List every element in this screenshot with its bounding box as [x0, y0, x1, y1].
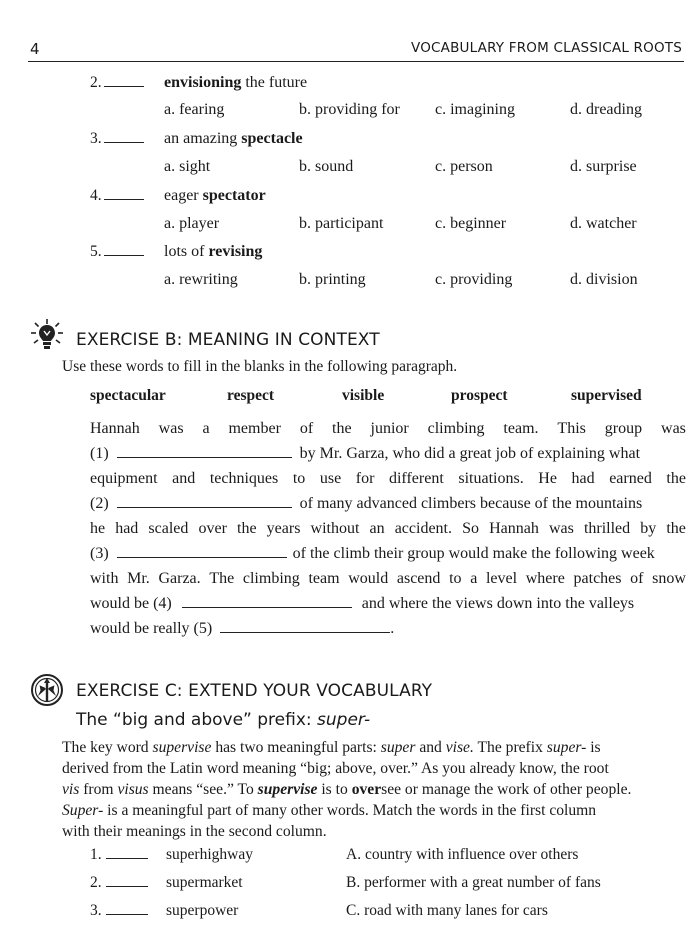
option: c. providing — [435, 271, 513, 288]
option: a. rewriting — [164, 271, 238, 288]
question-stem: an amazing spectacle — [164, 130, 303, 147]
word-bank-item: supervised — [571, 387, 642, 404]
option: d. watcher — [570, 215, 637, 232]
paragraph-line: Hannah was a member of the junior climbing team. This group was — [90, 420, 686, 437]
fill-blank-4[interactable] — [182, 593, 352, 608]
answer-blank[interactable] — [106, 902, 148, 915]
paragraph-line: vis from visus means “see.” To supervise is to oversee or manage the work of other people. — [62, 781, 632, 798]
option: d. division — [570, 271, 638, 288]
option: b. sound — [299, 158, 354, 175]
answer-blank[interactable] — [104, 187, 144, 200]
paragraph-line: (1) by Mr. Garza, who did a great job of explaining what — [90, 445, 641, 462]
exercise-c-paragraph-2 — [62, 800, 692, 842]
word-bank-item: prospect — [451, 387, 508, 404]
fill-blank-3[interactable] — [117, 543, 287, 558]
question-number: 3. — [90, 130, 144, 148]
option: d. surprise — [570, 158, 637, 175]
answer-blank[interactable] — [106, 874, 148, 887]
exercise-c-subtitle: The “big and above” prefix: super- — [76, 710, 371, 730]
match-meaning: C. road with many lanes for cars — [346, 902, 548, 919]
match-word: superpower — [166, 902, 239, 919]
question-stem: eager spectator — [164, 187, 266, 204]
paragraph-line: The key word supervise has two meaningful parts: super and vise. The prefix super- is — [62, 739, 601, 756]
match-number: 3. — [90, 902, 148, 920]
match-word: supermarket — [166, 874, 243, 891]
paragraph-line: derived from the Latin word meaning “big; above, over.” As you already know, the root — [62, 760, 609, 777]
lightbulb-icon — [30, 318, 64, 352]
answer-blank[interactable] — [106, 846, 148, 859]
question-number: 4. — [90, 187, 144, 205]
match-number: 2. — [90, 874, 148, 892]
fill-blank-5[interactable] — [220, 618, 390, 633]
option: a. player — [164, 215, 220, 232]
answer-blank[interactable] — [104, 130, 144, 143]
fill-blank-1[interactable] — [117, 443, 292, 458]
compass-icon — [30, 673, 64, 707]
running-title: VOCABULARY FROM CLASSICAL ROOTS — [411, 40, 682, 56]
option: b. printing — [299, 271, 366, 288]
page-number: 4 — [30, 40, 40, 58]
answer-blank[interactable] — [104, 243, 144, 256]
option: c. beginner — [435, 215, 507, 232]
match-meaning: A. country with influence over others — [346, 846, 579, 863]
paragraph-line: with their meanings in the second column. — [62, 823, 327, 840]
question-stem: lots of revising — [164, 243, 263, 260]
match-number: 1. — [90, 846, 148, 864]
option: c. person — [435, 158, 493, 175]
exercise-b-instruction: Use these words to fill in the blanks in the following paragraph. — [62, 358, 458, 375]
option: b. providing for — [299, 101, 400, 118]
word-bank-item: respect — [227, 387, 275, 404]
paragraph-line: he had scaled over the years without an accident. So Hannah was thrilled by the — [90, 520, 686, 537]
exercise-c-paragraph-1 — [62, 737, 692, 800]
exercise-b-title: EXERCISE B: MEANING IN CONTEXT — [76, 330, 380, 350]
option: c. imagining — [435, 101, 515, 118]
paragraph-line: (2) of many advanced climbers because of the mountains — [90, 495, 643, 512]
paragraph-line: (3) of the climb their group would make the following week — [90, 545, 655, 562]
question-stem: envisioning the future — [164, 74, 308, 91]
answer-blank[interactable] — [104, 74, 144, 87]
fill-blank-2[interactable] — [117, 493, 292, 508]
question-number: 2. — [90, 74, 144, 92]
word-bank-item: visible — [342, 387, 385, 404]
paragraph-line: with Mr. Garza. The climbing team would ascend to a level where patches of snow — [90, 570, 686, 587]
paragraph-line: Super- is a meaningful part of many other words. Match the words in the first column — [62, 802, 597, 819]
question-number: 5. — [90, 243, 144, 261]
exercise-c-title: EXERCISE C: EXTEND YOUR VOCABULARY — [76, 681, 433, 701]
option: a. sight — [164, 158, 211, 175]
paragraph-line: would be really (5) . — [90, 620, 395, 637]
paragraph-line: equipment and techniques to use for different situations. He had earned the — [90, 470, 686, 487]
word-bank-item: spectacular — [90, 387, 166, 404]
match-meaning: B. performer with a great number of fans — [346, 874, 601, 891]
match-word: superhighway — [166, 846, 253, 863]
exercise-b-paragraph — [90, 416, 686, 641]
paragraph-line: would be (4) and where the views down into the valleys — [90, 595, 635, 612]
header-rule — [28, 61, 684, 62]
option: a. fearing — [164, 101, 225, 118]
option: d. dreading — [570, 101, 642, 118]
option: b. participant — [299, 215, 384, 232]
